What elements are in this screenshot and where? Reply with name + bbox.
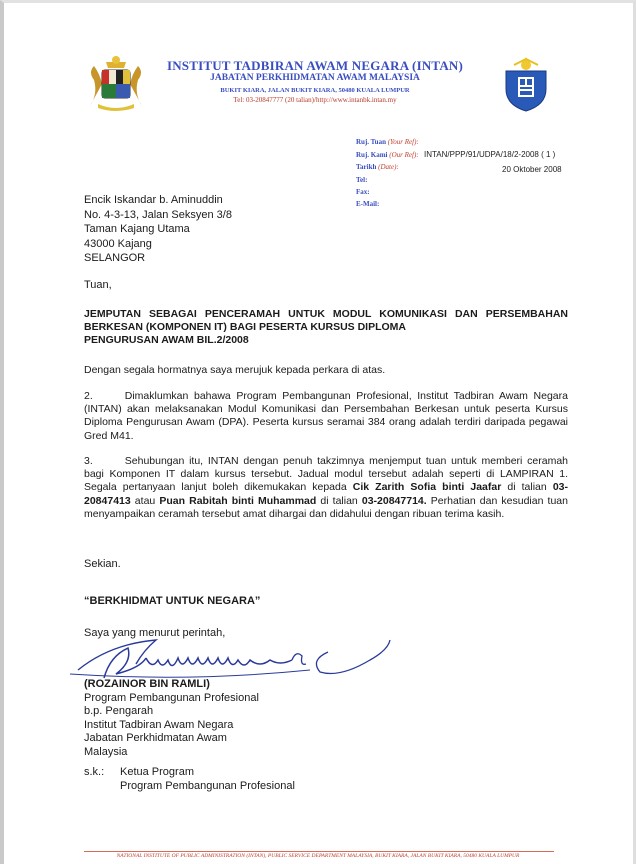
closing-sekian: Sekian. xyxy=(84,558,121,570)
paragraph-text: Dimaklumkan bahawa Program Pembangunan Profesional, Institut Tadbiran Awam Negara (INTAN) akan melaksanakan Modul Komunikasi dan Persembahan Berkesan untuk peserta Kursus Diploma Pengurusan Awam (DPA). Peserta kursus seramai 384 orang adalah terdiri daripada pegawai Gred M41. xyxy=(84,390,568,442)
email-label: E-Mail: xyxy=(356,200,380,208)
your-ref-label: Ruj. Tuan (Your Ref): xyxy=(356,138,419,146)
motto: “BERKHIDMAT UNTUK NEGARA” xyxy=(84,595,261,607)
date-value: 20 Oktober 2008 xyxy=(502,165,562,174)
opening-line: Dengan segala hormatnya saya merujuk kepada perkara di atas. xyxy=(84,364,386,376)
signatory-title: b.p. Pengarah xyxy=(84,705,154,718)
signatory-name: (ROZAINOR BIN RAMLI) xyxy=(84,678,210,690)
recipient-line: No. 4-3-13, Jalan Seksyen 3/8 xyxy=(84,208,232,221)
our-ref-label: Ruj. Kami (Our Ref): xyxy=(356,151,419,159)
cc-label: s.k.: xyxy=(84,766,105,778)
subject-line: JEMPUTAN SEBAGAI PENCERAMAH UNTUK MODUL KOMUNIKASI DAN PERSEMBAHAN BERKESAN (KOMPONEN IT) BAGI PESERTA KURSUS DIPLOMA xyxy=(84,308,568,334)
tel-label: Tel: xyxy=(356,176,368,184)
cc-line: Ketua Program xyxy=(120,766,194,778)
recipient-line: 43000 Kajang xyxy=(84,237,152,250)
signatory-block xyxy=(84,678,259,760)
our-ref-value: INTAN/PPP/91/UDPA/18/2-2008 ( 1 ) xyxy=(424,150,556,159)
paragraph-number: 3. xyxy=(84,455,93,467)
salutation: Tuan, xyxy=(84,279,112,291)
contact-phone: 03-20847714. xyxy=(361,494,427,507)
subject-heading xyxy=(84,308,568,348)
signatory-title: Jabatan Perkhidmatan Awam xyxy=(84,732,227,745)
recipient-line: SELANGOR xyxy=(84,252,146,265)
paragraph-text: Perhatian dan kesudian tuan menyampaikan ceramah tersebut amat dihargai dan didahului dengan ribuan terima kasih. xyxy=(84,494,568,520)
paragraph-text: Sehubungan itu, INTAN dengan penuh takzimnya menjemput tuan untuk memberi ceramah bagi Komponen IT dalam kursus tersebut. Jadual modul tersebut adalah seperti di LAMPIRAN 1. Segala pertanyaan lanjut boleh dikemukakan kepada xyxy=(84,455,568,494)
recipient-line: Encik Iskandar b. Aminuddin xyxy=(84,194,223,206)
coat-of-arms-logo xyxy=(80,54,152,114)
signatory-title: Program Pembangunan Profesional xyxy=(84,691,259,704)
contact-person: Cik Zarith Sofia binti Jaafar xyxy=(352,481,502,494)
paragraph-text: di talian xyxy=(501,481,553,494)
institute-name: INSTITUT TADBIRAN AWAM NEGARA (INTAN) xyxy=(166,58,464,73)
footer-text: NATIONAL INSTITUTE OF PUBLIC ADMINISTRATION (INTAN), PUBLIC SERVICE DEPARTMENT MALAYSIA, BUKIT KIARA, JALAN BUKIT KIARA, 50480 KUALA LUMPUR xyxy=(116,853,520,859)
recipient-line: Taman Kajang Utama xyxy=(84,223,190,236)
contact-person: Puan Rabitah binti Muhammad xyxy=(159,494,317,507)
institute-address: BUKIT KIARA, JALAN BUKIT KIARA, 50480 KUALA LUMPUR xyxy=(220,87,410,94)
department-name: JABATAN PERKHIDMATAN AWAM MALAYSIA xyxy=(210,73,420,83)
paragraph-3 xyxy=(84,455,568,521)
recipient-address xyxy=(84,193,232,266)
paragraph-text: di talian xyxy=(316,494,362,507)
subject-line: PENGURUSAN AWAM BIL.2/2008 xyxy=(84,334,249,347)
cc-line: Program Pembangunan Profesional xyxy=(120,779,295,792)
signatory-title: Institut Tadbiran Awam Negara xyxy=(84,718,234,731)
intan-emblem-logo xyxy=(502,55,550,113)
fax-label: Fax: xyxy=(356,188,370,196)
date-label: Tarikh (Date): xyxy=(356,163,399,171)
institute-contact: Tel: 03-20847777 (20 talian)/http://www.intanbk.intan.my xyxy=(233,96,397,104)
footer-divider xyxy=(84,851,554,852)
paragraph-text: atau xyxy=(130,494,160,507)
cc-block xyxy=(84,766,295,792)
signatory-title: Malaysia xyxy=(84,745,128,758)
paragraph-number: 2. xyxy=(84,390,93,402)
sign-off: Saya yang menurut perintah, xyxy=(84,627,226,639)
contact-phone: 03-20847413 xyxy=(84,481,568,507)
paragraph-2 xyxy=(84,390,568,443)
